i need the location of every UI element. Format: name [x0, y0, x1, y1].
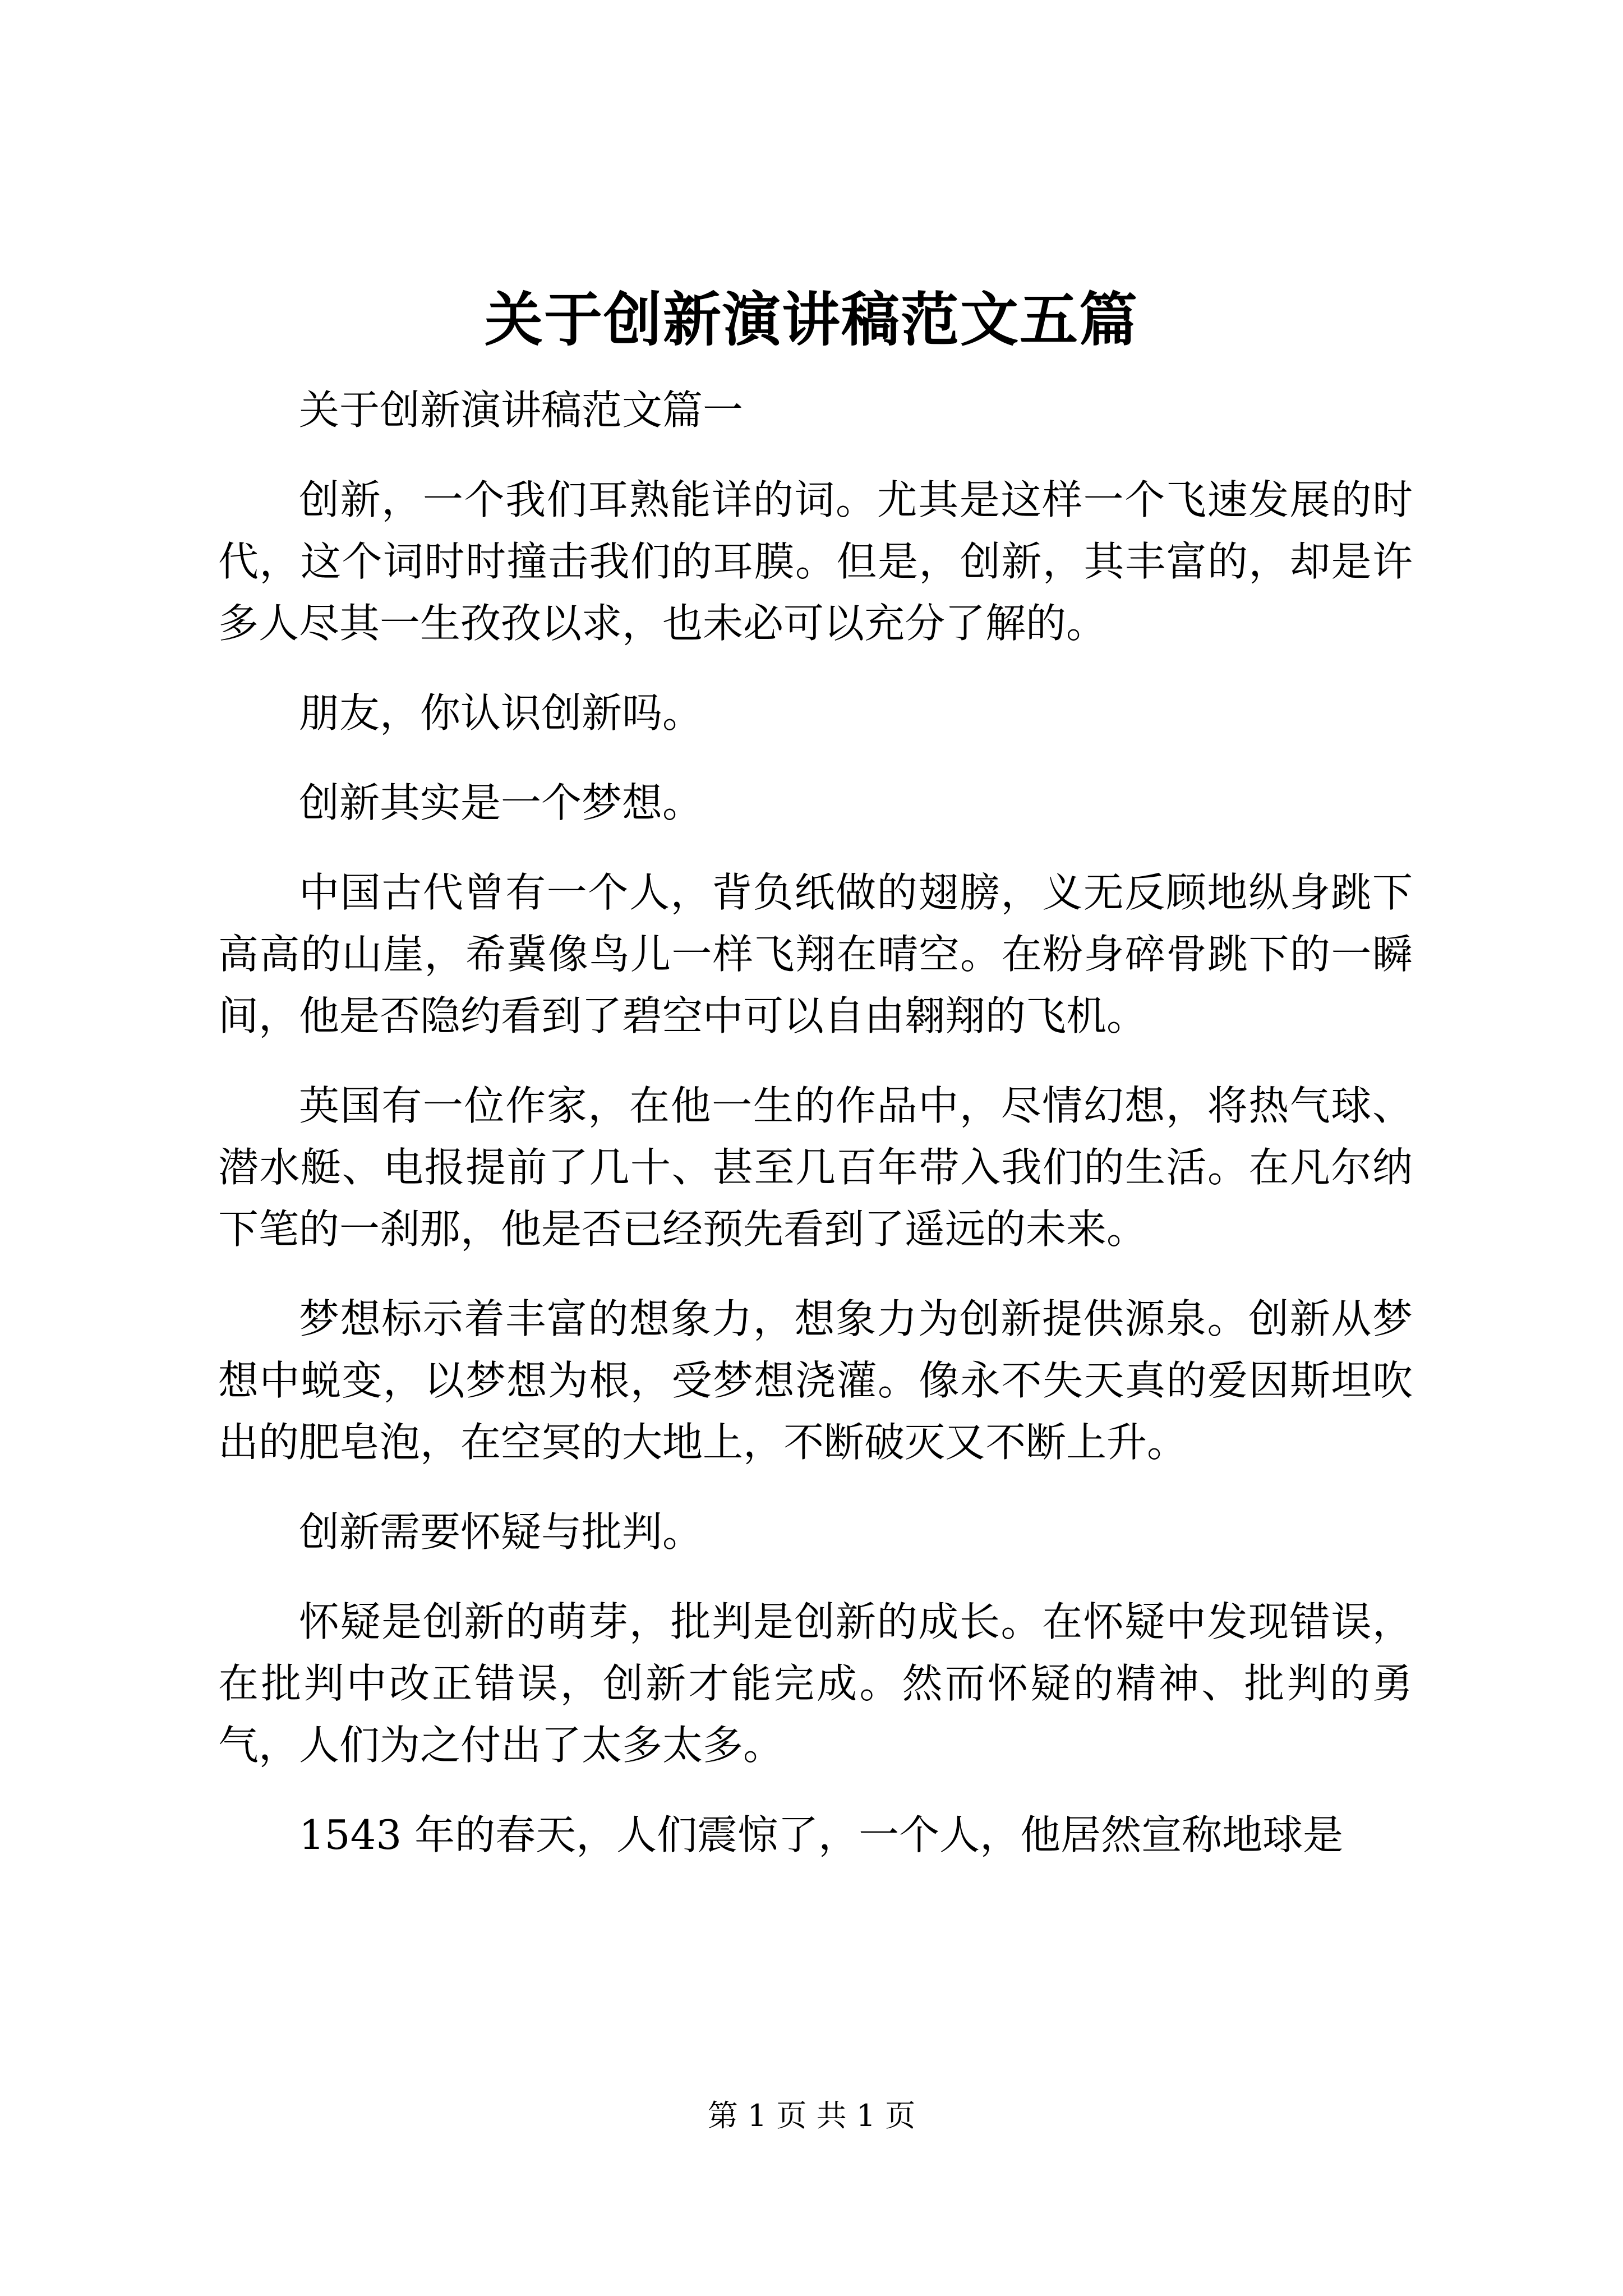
paragraph: 怀疑是创新的萌芽，批判是创新的成长。在怀疑中发现错误，在批判中改正错误，创新才能完成。然而怀疑的精神、批判的勇气，人们为之付出了太多太多。 [218, 1598, 1413, 1769]
paragraph: 梦想标示着丰富的想象力，想象力为创新提供源泉。创新从梦想中蜕变，以梦想为根，受梦想浇灌。像永不失天真的爱因斯坦吹出的肥皂泡，在空冥的大地上，不断破灭又不断上升。 [218, 1295, 1413, 1466]
paragraph: 创新其实是一个梦想。 [299, 779, 703, 826]
paragraph: 创新，一个我们耳熟能详的词。尤其是这样一个飞速发展的时代，这个词时时撞击我们的耳膜。但是，创新，其丰富的，却是许多人尽其一生孜孜以求，也未必可以充分了解的。 [218, 476, 1413, 647]
document-body [218, 379, 1413, 1894]
paragraph: 1543 年的春天，人们震惊了，一个人，他居然宣称地球是 [299, 1811, 1344, 1858]
document-title: 关于创新演讲稿范文五篇 [484, 285, 1138, 354]
paragraph: 中国古代曾有一个人，背负纸做的翅膀，义无反顾地纵身跳下高高的山崖，希冀像鸟儿一样飞翔在晴空。在粉身碎骨跳下的一瞬间，他是否隐约看到了碧空中可以自由翱翔的飞机。 [218, 869, 1413, 1039]
page-number-footer: 第 1 页 共 1 页 [707, 2098, 916, 2133]
paragraph: 朋友，你认识创新吗。 [299, 689, 703, 737]
paragraph: 创新需要怀疑与批判。 [299, 1508, 703, 1556]
section-heading: 关于创新演讲稿范文篇一 [299, 386, 744, 434]
paragraph: 英国有一位作家，在他一生的作品中，尽情幻想，将热气球、潜水艇、电报提前了几十、甚至几百年带入我们的生活。在凡尔纳下笔的一刹那，他是否已经预先看到了遥远的未来。 [218, 1082, 1413, 1253]
